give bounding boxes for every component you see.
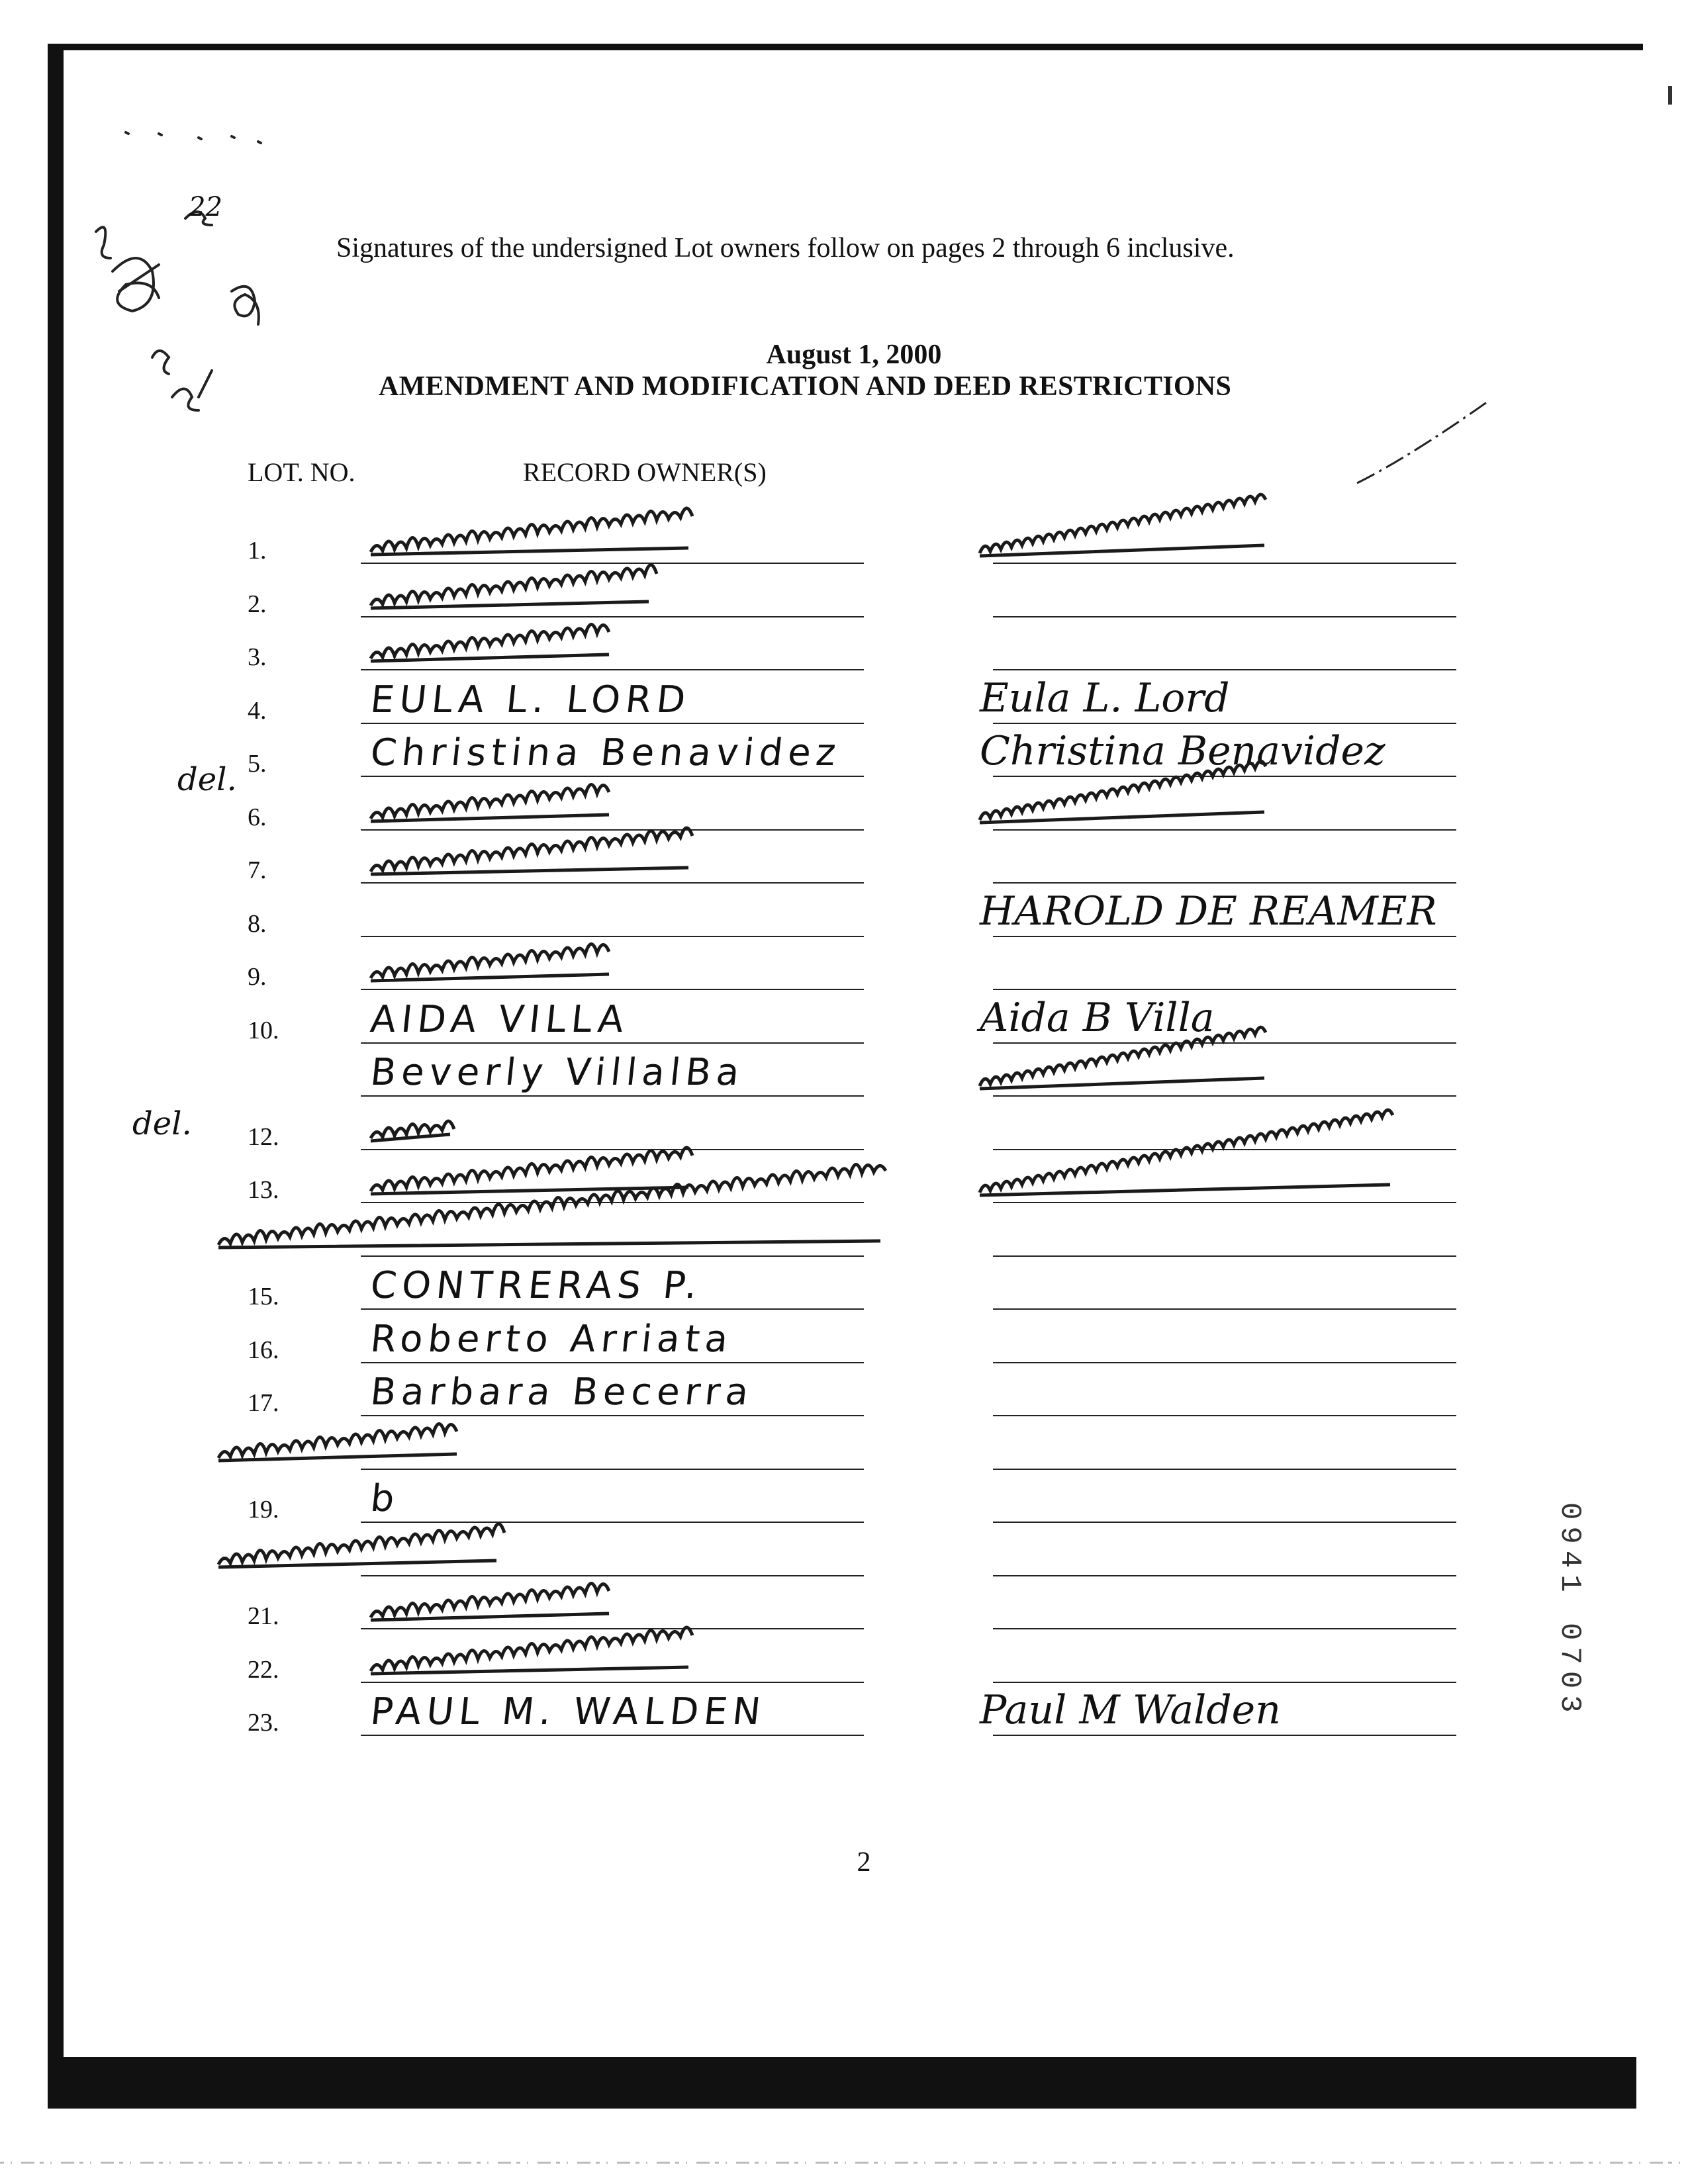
lot-row <box>0 1475 1688 1528</box>
owner-signature: Christina Benavidez <box>980 728 1385 774</box>
lot-row <box>0 1422 1688 1475</box>
lot-row <box>0 729 1688 782</box>
lot-row <box>0 1529 1688 1582</box>
owner-signature-line-2 <box>993 1042 1456 1044</box>
scribbled-out-name <box>218 1538 496 1578</box>
scan-border-bottom <box>48 2057 1636 2109</box>
svg-text:0941 0703: 0941 0703 <box>1553 1502 1586 1719</box>
owner-signature-line-2 <box>993 882 1456 884</box>
owner-signature-line-2 <box>993 669 1456 670</box>
scribbled-out-signature <box>980 1058 1264 1098</box>
lot-row <box>0 1049 1688 1102</box>
owner-written-name: Barbara Becerra <box>368 1371 756 1414</box>
lot-number: 10. <box>248 1016 279 1044</box>
lot-number: 3. <box>248 643 267 671</box>
lot-row <box>0 1688 1688 1741</box>
lot-row <box>0 1582 1688 1635</box>
owner-signature: Aida B Villa <box>980 994 1215 1041</box>
lot-row <box>0 1262 1688 1315</box>
lot-number: 6. <box>248 803 267 831</box>
lot-row <box>0 889 1688 942</box>
scribbled-out-name <box>371 525 688 565</box>
owner-signature-line-2 <box>993 1308 1456 1310</box>
owner-signature-line <box>361 1415 864 1416</box>
lot-number: 13. <box>248 1176 279 1204</box>
owner-written-name: CONTRERAS P. <box>368 1264 705 1307</box>
document-title: AMENDMENT AND MODIFICATION AND DEED RESTRICTIONS <box>379 371 1232 402</box>
owner-signature-line-2 <box>993 1735 1456 1736</box>
lot-number: 16. <box>248 1336 279 1364</box>
owner-written-name: AIDA VILLA <box>368 997 632 1041</box>
owner-signature-line-2 <box>993 1415 1456 1416</box>
owner-signature-line-2 <box>993 1362 1456 1363</box>
lot-number: 4. <box>248 696 267 725</box>
owner-written-name: PAUL M. WALDEN <box>368 1690 769 1733</box>
column-header-lot: LOT. NO. <box>248 457 355 487</box>
owner-signature-line-2 <box>993 1255 1456 1257</box>
lot-row <box>0 1635 1688 1688</box>
corner-scribbles <box>86 119 305 424</box>
lot-number: 17. <box>248 1389 279 1417</box>
owner-signature-line-2 <box>993 1575 1456 1576</box>
lot-row <box>0 1156 1688 1208</box>
lot-number: 9. <box>248 963 267 991</box>
lot-row <box>0 623 1688 676</box>
owner-signature-line-2 <box>993 989 1456 990</box>
scribbled-out-name <box>218 1218 880 1258</box>
lot-number: 12. <box>248 1122 279 1151</box>
lot-row <box>0 783 1688 836</box>
owner-signature-line-2 <box>993 936 1456 937</box>
pen-slash <box>1350 397 1496 490</box>
lot-number: 19. <box>248 1496 279 1524</box>
margin-note-del-5: del. <box>177 761 237 798</box>
scribbled-out-signature <box>980 792 1264 832</box>
owner-signature: HAROLD DE REAMER <box>980 887 1437 934</box>
scribbled-out-name <box>371 1591 609 1631</box>
scribbled-out-name <box>371 792 609 832</box>
lot-row <box>0 676 1688 729</box>
scribbled-out-name <box>371 1645 688 1684</box>
owner-written-name: Christina Benavidez <box>368 731 843 774</box>
scribbled-out-name <box>371 952 609 991</box>
scan-border-top <box>48 44 1643 50</box>
lot-row <box>0 996 1688 1049</box>
lot-row <box>0 570 1688 623</box>
scan-noise <box>0 2151 1688 2171</box>
intro-text: Signatures of the undersigned Lot owners follow on pages 2 through 6 inclusive. <box>336 233 1235 263</box>
owner-signature-line-2 <box>993 1522 1456 1523</box>
lot-row <box>0 836 1688 889</box>
lot-number: 7. <box>248 856 267 884</box>
owner-signature-line <box>361 1362 864 1363</box>
owner-signature-line <box>361 776 864 777</box>
scribbled-out-name <box>218 1432 457 1471</box>
scan-speck <box>1668 86 1672 105</box>
owner-signature-line <box>361 1042 864 1044</box>
lot-row <box>0 1369 1688 1422</box>
lot-number: 8. <box>248 909 267 938</box>
scribbled-out-signature <box>980 1165 1390 1205</box>
owner-signature: Paul M Walden <box>980 1687 1281 1733</box>
owner-signature-line-2 <box>993 1149 1456 1150</box>
owner-signature-line <box>361 1522 864 1523</box>
lot-number: 5. <box>248 750 267 778</box>
lot-number: 22. <box>248 1655 279 1684</box>
column-header-owner: RECORD OWNER(S) <box>523 457 767 487</box>
owner-written-name: Beverly VillalBa <box>368 1051 747 1094</box>
owner-signature-line <box>361 1308 864 1310</box>
owner-signature-line-2 <box>993 1628 1456 1629</box>
lot-row <box>0 942 1688 995</box>
lot-row <box>0 1209 1688 1262</box>
archive-stamp <box>1542 1496 1586 1813</box>
lot-number: 23. <box>248 1709 279 1737</box>
owner-signature-line-2 <box>993 616 1456 617</box>
lot-number: 21. <box>248 1602 279 1630</box>
owner-written-name: b <box>368 1477 402 1520</box>
owner-signature-line <box>361 1095 864 1097</box>
scribbled-out-name <box>371 632 609 672</box>
margin-note-del-11: del. <box>132 1105 192 1142</box>
owner-signature-line-2 <box>993 776 1456 777</box>
lot-number: 15. <box>248 1283 279 1310</box>
owner-signature-line-2 <box>993 723 1456 724</box>
page-number: 2 <box>857 1847 871 1878</box>
lot-row <box>0 516 1688 569</box>
document-date: August 1, 2000 <box>766 340 942 370</box>
margin-note-22: 22 <box>189 192 222 222</box>
owner-signature-line <box>361 723 864 724</box>
owner-signature: Eula L. Lord <box>980 674 1230 721</box>
scribbled-out-name <box>371 1112 450 1152</box>
owner-signature-line <box>361 936 864 937</box>
lot-row <box>0 1103 1688 1156</box>
owner-signature-line-2 <box>993 1469 1456 1470</box>
owner-signature-line-2 <box>993 1682 1456 1683</box>
scribbled-out-name <box>371 1165 688 1205</box>
lot-number: 1. <box>248 537 267 565</box>
scribbled-out-signature <box>980 525 1264 565</box>
scribbled-out-name <box>371 579 649 619</box>
lot-row <box>0 1316 1688 1369</box>
lot-number: 2. <box>248 590 267 618</box>
owner-written-name: EULA L. LORD <box>368 678 693 721</box>
owner-signature-line <box>361 1735 864 1736</box>
scribbled-out-name <box>371 845 688 885</box>
owner-written-name: Roberto Arriata <box>368 1317 735 1361</box>
